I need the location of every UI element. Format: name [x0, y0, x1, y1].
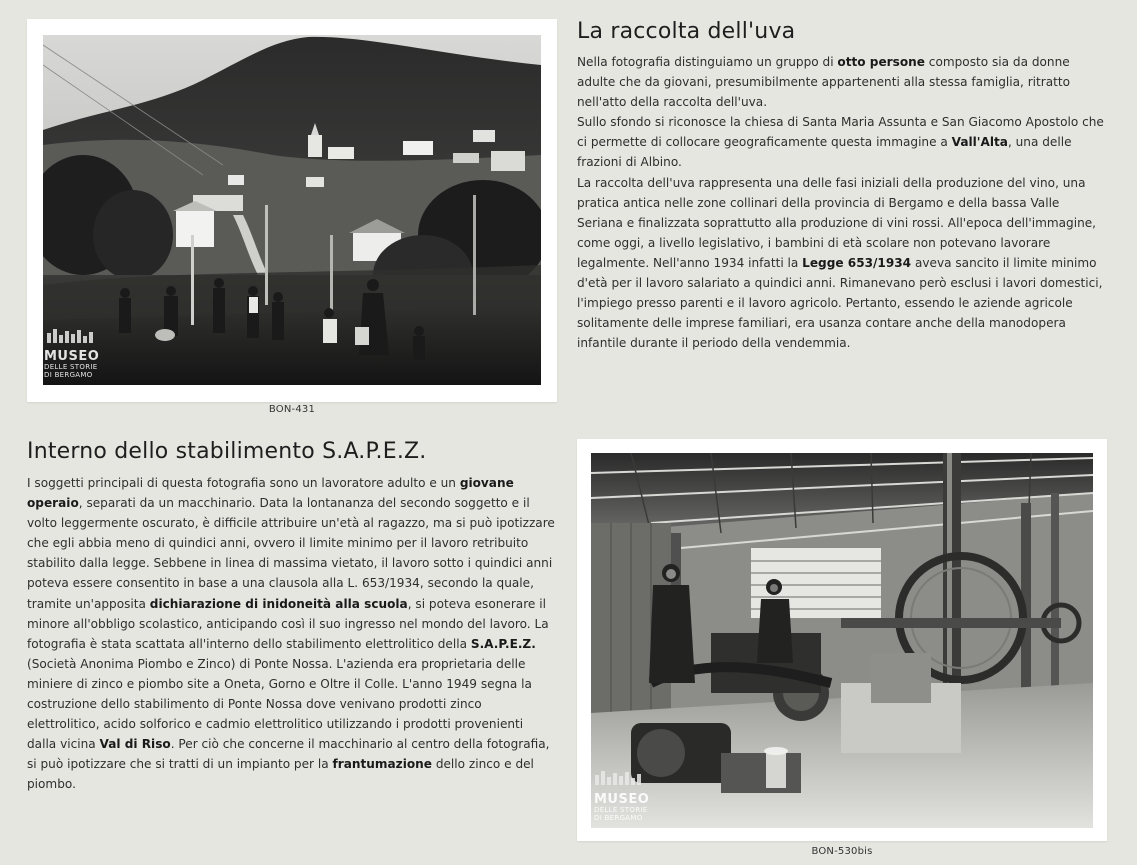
bold-text: Val di Riso [99, 737, 171, 752]
text-run: dello zinco e del piombo. [27, 757, 534, 792]
logo-line-1: MUSEO [594, 792, 650, 807]
paragraph [577, 112, 1107, 172]
bold-text: Vall'Alta [951, 135, 1008, 150]
text-run: , si poteva esonerare il minore all'obbligo scolastico, anticipando così il suo ingresso nel mondo del lavoro. La fotografia è stata scattata all'interno dello stabilimento elettrolitico della [27, 596, 549, 651]
text-run: (Società Anonima Piombo e Zinco) di Ponte Nossa. L'azienda era proprietaria delle miniere di zinco e piombo site a Oneta, Gorno e Oltre il Colle. L'anno 1949 segna la costruzione dello stabilimento di Ponte Nossa dove venivano prodotti zinco elettrolitico, acido solforico e cadmio elettrolitico utilizzando i prodotti provenienti dalla vicina [27, 656, 532, 752]
paragraph [577, 52, 1107, 112]
bold-text: S.A.P.E.Z. [470, 636, 536, 651]
logo-line-3: DI BERGAMO [44, 371, 93, 379]
section-title-sapez: Interno dello stabilimento S.A.P.E.Z. [27, 439, 427, 464]
text-run: La raccolta dell'uva rappresenta una delle fasi iniziali della produzione del vino, una pratica antica nelle zone collinari della provincia di Bergamo e della bassa Valle Seriana e finalizzata soprattutto alla produzione di vini rossi. All'epoca dell'immagine, come oggi, a livello legislativo, i bambini di età scolare non potevano lavorare legalmente. Nell'anno 1934 infatti la [577, 175, 1097, 270]
logo-line-3: DI BERGAMO [594, 814, 643, 822]
section-title-grape-harvest: La raccolta dell'uva [577, 19, 796, 44]
paragraph [577, 173, 1107, 354]
bold-text: giovane operaio [27, 476, 514, 511]
text-run: Nella fotografia distinguiamo un gruppo di [577, 55, 838, 69]
section-body-grape-harvest [577, 52, 1107, 353]
paragraph [27, 473, 555, 795]
photo-caption-bon-530bis: BON-530bis [811, 846, 873, 857]
bold-text: dichiarazione di inidoneità alla scuola [149, 596, 408, 611]
text-run: I soggetti principali di questa fotografia sono un lavoratore adulto e un [27, 476, 460, 490]
photo-frame-bon-530bis [577, 439, 1107, 841]
logo-line-2: DELLE STORIE [44, 363, 98, 371]
logo-line-2: DELLE STORIE [594, 806, 648, 814]
photo-caption-bon-431: BON-431 [268, 404, 316, 415]
watermark-logo [594, 793, 649, 822]
bold-text: otto persone [837, 55, 925, 69]
text-run: , separati da un macchinario. Data la lontananza del secondo soggetto e il volto leggermente oscurato, è difficile attribuire un'età al ragazzo, ma si può ipotizzare che egli abbia meno di quindici anni, ovvero il limite minimo per il lavoro retribuito stabilito dalla legge. Sebbene in linea di massima vietato, il lavoro sotto i quindici anni poteva essere consentito in base a una clausola alla L. 653/1934, secondo la quale, tramite un'apposita [27, 496, 555, 611]
bold-text: Legge 653/1934 [802, 255, 912, 270]
photo-grape-harvest [43, 35, 541, 385]
text-run: aveva sancito il limite minimo d'età per il lavoro salariato a quindici anni. Rimanevano però esclusi i lavori domestici, l'impiego presso parenti e il lavoro agricolo. Pertanto, essendo le aziende agricole solitamente delle imprese familiari, era usanza contare anche della manodopera infantile durante il periodo della vendemmia. [577, 255, 1103, 351]
text-run: Sullo sfondo si riconosce la chiesa di Santa Maria Assunta e San Giacomo Apostolo che ci permette di collocare geograficamente questa immagine a [577, 115, 1104, 150]
text-run: . Per ciò che concerne il macchinario al centro della fotografia, si può ipotizzare che si tratti di un impianto per la [27, 737, 550, 772]
watermark-logo [44, 350, 99, 379]
section-body-sapez [27, 473, 555, 795]
logo-line-1: MUSEO [44, 349, 100, 364]
bold-text: frantumazione [332, 757, 432, 772]
photo-frame-bon-431 [27, 19, 557, 402]
text-run: composto sia da donne adulte che da giovani, presumibilmente appartenenti alla stessa famiglia, ritratto nell'atto della raccolta dell'uva. [577, 55, 1071, 110]
photo-factory-interior [591, 453, 1093, 828]
text-run: , una delle frazioni di Albino. [577, 135, 1072, 170]
